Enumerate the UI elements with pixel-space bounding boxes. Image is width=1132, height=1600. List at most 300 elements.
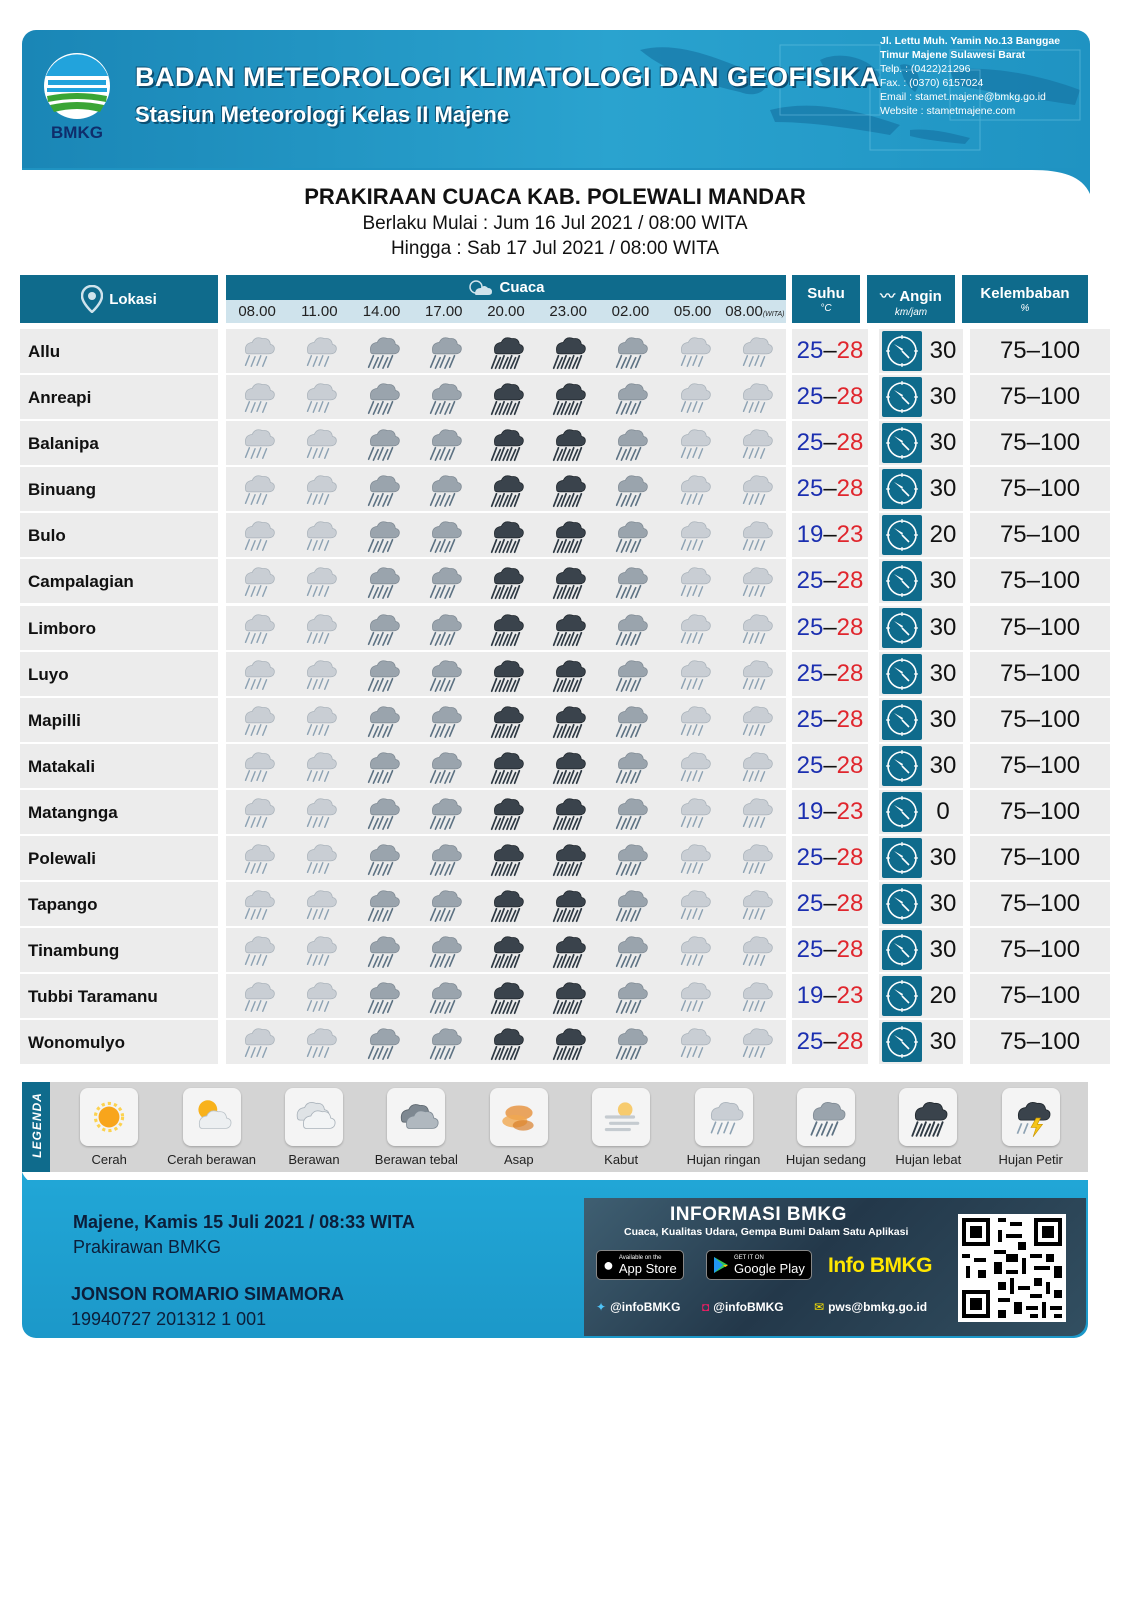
table-row bbox=[20, 698, 1110, 744]
legend-item bbox=[775, 1088, 877, 1167]
legend-label: Asap bbox=[503, 1152, 534, 1167]
app-store-badge[interactable]: ● Available on the App Store bbox=[596, 1250, 684, 1280]
wind-cell bbox=[879, 1020, 963, 1064]
wind-speed: 30 bbox=[929, 613, 957, 641]
rain-ringan-icon bbox=[724, 698, 786, 742]
rain-ringan-icon bbox=[288, 513, 350, 557]
table-row bbox=[20, 744, 1110, 790]
rain-sedang-icon bbox=[413, 928, 475, 972]
wind-speed: 30 bbox=[929, 383, 957, 411]
time-slot: 08.00(WITA) bbox=[725, 303, 785, 320]
rain-ringan-icon bbox=[226, 698, 288, 742]
wind-cell bbox=[879, 882, 963, 926]
compass-icon bbox=[882, 515, 922, 555]
location-name: Matakali bbox=[20, 744, 218, 788]
rain-lebat-icon bbox=[537, 467, 599, 511]
rain-ringan-icon bbox=[226, 882, 288, 926]
location-name: Limboro bbox=[20, 606, 218, 650]
rain-sedang-icon bbox=[599, 467, 661, 511]
rain-sedang-icon bbox=[350, 974, 412, 1018]
info-bmkg-panel bbox=[584, 1198, 1086, 1336]
legend-tag: LEGENDA bbox=[22, 1082, 50, 1172]
rain-lebat-icon bbox=[475, 513, 537, 557]
legend-label: Berawan tebal bbox=[374, 1152, 458, 1167]
wind-speed: 30 bbox=[929, 1028, 957, 1056]
table-row bbox=[20, 375, 1110, 421]
berawan-icon bbox=[285, 1088, 343, 1146]
station-name: Stasiun Meteorologi Kelas II Majene bbox=[135, 102, 510, 127]
rain-sedang-icon bbox=[599, 606, 661, 650]
rain-ringan-icon bbox=[288, 467, 350, 511]
rain-ringan-icon bbox=[724, 421, 786, 465]
kabut-icon bbox=[592, 1088, 650, 1146]
rain-lebat-icon bbox=[537, 836, 599, 880]
temperature-range: 25–28 bbox=[792, 882, 868, 926]
rain-sedang-icon bbox=[350, 606, 412, 650]
column-header-lokasi: Lokasi bbox=[20, 275, 218, 323]
humidity: 75–100 bbox=[970, 421, 1110, 465]
wind-speed: 30 bbox=[929, 567, 957, 595]
wind-speed: 30 bbox=[929, 429, 957, 457]
weather-icons bbox=[226, 698, 786, 742]
rain-lebat-icon bbox=[475, 928, 537, 972]
legend-label: Cerah bbox=[91, 1152, 127, 1167]
rain-sedang-icon bbox=[599, 375, 661, 419]
table-row bbox=[20, 329, 1110, 375]
rain-sedang-icon bbox=[599, 652, 661, 696]
compass-icon bbox=[882, 469, 922, 509]
location-name: Polewali bbox=[20, 836, 218, 880]
rain-sedang-icon bbox=[350, 928, 412, 972]
compass-icon bbox=[882, 377, 922, 417]
rain-ringan-icon bbox=[724, 744, 786, 788]
rain-sedang-icon bbox=[350, 467, 412, 511]
cerah-berawan-icon bbox=[183, 1088, 241, 1146]
legend-label: Hujan lebat bbox=[895, 1152, 962, 1167]
legend-item bbox=[365, 1088, 467, 1167]
rain-ringan-icon bbox=[724, 467, 786, 511]
wind-speed: 30 bbox=[929, 844, 957, 872]
legend-item bbox=[468, 1088, 570, 1167]
asap-icon bbox=[490, 1088, 548, 1146]
sedang-icon bbox=[797, 1088, 855, 1146]
rain-lebat-icon bbox=[475, 974, 537, 1018]
wind-cell bbox=[879, 375, 963, 419]
temperature-range: 25–28 bbox=[792, 698, 868, 742]
wind-cell bbox=[879, 744, 963, 788]
weather-icons bbox=[226, 652, 786, 696]
twitter-icon: ✦ bbox=[596, 1300, 607, 1314]
legend-items bbox=[58, 1088, 1082, 1167]
rain-sedang-icon bbox=[350, 375, 412, 419]
weather-icons bbox=[226, 974, 786, 1018]
weather-icons bbox=[226, 928, 786, 972]
time-slot: 14.00 bbox=[362, 303, 401, 320]
temperature-range: 19–23 bbox=[792, 974, 868, 1018]
rain-sedang-icon bbox=[350, 698, 412, 742]
rain-lebat-icon bbox=[537, 513, 599, 557]
rain-ringan-icon bbox=[288, 698, 350, 742]
rain-ringan-icon bbox=[724, 836, 786, 880]
rain-lebat-icon bbox=[475, 790, 537, 834]
rain-sedang-icon bbox=[413, 559, 475, 603]
time-slot: 23.00 bbox=[549, 303, 587, 320]
rain-ringan-icon bbox=[226, 421, 288, 465]
weather-icons bbox=[226, 836, 786, 880]
rain-lebat-icon bbox=[475, 744, 537, 788]
rain-ringan-icon bbox=[288, 329, 350, 373]
rain-ringan-icon bbox=[724, 375, 786, 419]
table-row bbox=[20, 1020, 1110, 1066]
rain-lebat-icon bbox=[537, 1020, 599, 1064]
weather-icons bbox=[226, 790, 786, 834]
location-name: Binuang bbox=[20, 467, 218, 511]
rain-ringan-icon bbox=[226, 836, 288, 880]
rain-lebat-icon bbox=[537, 974, 599, 1018]
humidity: 75–100 bbox=[970, 606, 1110, 650]
rain-sedang-icon bbox=[599, 559, 661, 603]
rain-ringan-icon bbox=[226, 559, 288, 603]
rain-lebat-icon bbox=[475, 375, 537, 419]
rain-lebat-icon bbox=[537, 421, 599, 465]
rain-ringan-icon bbox=[226, 652, 288, 696]
compass-icon bbox=[882, 561, 922, 601]
rain-lebat-icon bbox=[475, 882, 537, 926]
forecaster-role: Prakirawan BMKG bbox=[73, 1237, 222, 1257]
qr-code[interactable] bbox=[958, 1214, 1066, 1322]
wind-speed: 30 bbox=[929, 475, 957, 503]
rain-sedang-icon bbox=[413, 467, 475, 511]
apple-icon: ● bbox=[603, 1254, 614, 1275]
rain-sedang-icon bbox=[350, 882, 412, 926]
humidity: 75–100 bbox=[970, 974, 1110, 1018]
rain-lebat-icon bbox=[537, 790, 599, 834]
instagram-icon: ◘ bbox=[702, 1300, 710, 1314]
rain-ringan-icon bbox=[226, 974, 288, 1018]
rain-ringan-icon bbox=[724, 513, 786, 557]
column-header-kelembaban: Kelembaban % bbox=[962, 275, 1088, 323]
compass-icon bbox=[882, 976, 922, 1016]
table-row bbox=[20, 882, 1110, 928]
rain-lebat-icon bbox=[537, 329, 599, 373]
wind-cell bbox=[879, 974, 963, 1018]
rain-ringan-icon bbox=[288, 421, 350, 465]
rain-ringan-icon bbox=[226, 744, 288, 788]
temperature-range: 25–28 bbox=[792, 329, 868, 373]
rain-ringan-icon bbox=[226, 606, 288, 650]
wind-cell bbox=[879, 421, 963, 465]
rain-lebat-icon bbox=[475, 559, 537, 603]
humidity: 75–100 bbox=[970, 882, 1110, 926]
humidity: 75–100 bbox=[970, 467, 1110, 511]
rain-ringan-icon bbox=[226, 467, 288, 511]
legend-label: Hujan ringan bbox=[686, 1152, 761, 1167]
table-row bbox=[20, 513, 1110, 559]
temperature-range: 19–23 bbox=[792, 513, 868, 557]
column-header-cuaca: Cuaca bbox=[226, 275, 786, 300]
weather-icons bbox=[226, 606, 786, 650]
temperature-range: 19–23 bbox=[792, 790, 868, 834]
rain-ringan-icon bbox=[288, 974, 350, 1018]
rain-sedang-icon bbox=[599, 513, 661, 557]
rain-ringan-icon bbox=[662, 467, 724, 511]
wind-speed: 30 bbox=[929, 751, 957, 779]
rain-sedang-icon bbox=[413, 375, 475, 419]
temperature-range: 25–28 bbox=[792, 421, 868, 465]
rain-ringan-icon bbox=[226, 329, 288, 373]
info-subtitle: Cuaca, Kualitas Udara, Gempa Bumi Dalam Satu Aplikasi bbox=[624, 1226, 909, 1238]
rain-ringan-icon bbox=[724, 559, 786, 603]
valid-from: Berlaku Mulai : Jum 16 Jul 2021 / 08:00 WITA bbox=[362, 213, 748, 234]
weather-icons bbox=[226, 882, 786, 926]
weather-icons bbox=[226, 421, 786, 465]
rain-lebat-icon bbox=[475, 421, 537, 465]
rain-ringan-icon bbox=[288, 652, 350, 696]
rain-sedang-icon bbox=[599, 790, 661, 834]
rain-sedang-icon bbox=[599, 928, 661, 972]
rain-ringan-icon bbox=[288, 928, 350, 972]
rain-ringan-icon bbox=[662, 836, 724, 880]
weather-icons bbox=[226, 513, 786, 557]
legend-label: Hujan sedang bbox=[785, 1152, 867, 1167]
legend-label: Berawan bbox=[288, 1152, 340, 1167]
rain-lebat-icon bbox=[475, 606, 537, 650]
rain-sedang-icon bbox=[413, 974, 475, 1018]
rain-sedang-icon bbox=[350, 513, 412, 557]
legend-item bbox=[160, 1088, 262, 1167]
humidity: 75–100 bbox=[970, 329, 1110, 373]
rain-ringan-icon bbox=[662, 698, 724, 742]
rain-sedang-icon bbox=[599, 974, 661, 1018]
rain-sedang-icon bbox=[413, 606, 475, 650]
wind-speed: 30 bbox=[929, 705, 957, 733]
wind-cell bbox=[879, 513, 963, 557]
rain-sedang-icon bbox=[350, 744, 412, 788]
location-name: Tubbi Taramanu bbox=[20, 974, 218, 1018]
table-row bbox=[20, 974, 1110, 1020]
rain-ringan-icon bbox=[662, 559, 724, 603]
time-slot: 08.00 bbox=[238, 303, 276, 320]
time-slot: 02.00 bbox=[611, 303, 650, 320]
rain-ringan-icon bbox=[724, 974, 786, 1018]
compass-icon bbox=[882, 884, 922, 924]
rain-sedang-icon bbox=[413, 698, 475, 742]
petir-icon bbox=[1002, 1088, 1060, 1146]
rain-sedang-icon bbox=[413, 329, 475, 373]
rain-lebat-icon bbox=[475, 698, 537, 742]
table-row bbox=[20, 928, 1110, 974]
location-name: Tinambung bbox=[20, 928, 218, 972]
time-slot: 20.00 bbox=[487, 303, 525, 320]
weather-icons bbox=[226, 1020, 786, 1064]
bmkg-logo bbox=[38, 50, 116, 142]
table-row bbox=[20, 559, 1110, 605]
rain-lebat-icon bbox=[475, 329, 537, 373]
legend-item bbox=[980, 1088, 1082, 1167]
rain-ringan-icon bbox=[288, 559, 350, 603]
rain-lebat-icon bbox=[537, 744, 599, 788]
column-header-suhu: Suhu °C bbox=[792, 275, 860, 323]
wind-speed: 30 bbox=[929, 936, 957, 964]
table-row bbox=[20, 467, 1110, 513]
rain-ringan-icon bbox=[724, 928, 786, 972]
wind-icon: 〰 bbox=[880, 288, 900, 305]
location-name: Luyo bbox=[20, 652, 218, 696]
location-name: Matangnga bbox=[20, 790, 218, 834]
rain-ringan-icon bbox=[662, 928, 724, 972]
rain-sedang-icon bbox=[350, 836, 412, 880]
rain-sedang-icon bbox=[350, 559, 412, 603]
rain-ringan-icon bbox=[662, 329, 724, 373]
forecast-table-body bbox=[20, 329, 1110, 1067]
location-name: Allu bbox=[20, 329, 218, 373]
instagram-handle[interactable]: ◘ @infoBMKG bbox=[702, 1300, 784, 1314]
weather-icons bbox=[226, 559, 786, 603]
humidity: 75–100 bbox=[970, 513, 1110, 557]
wind-cell bbox=[879, 329, 963, 373]
lebat-icon bbox=[899, 1088, 957, 1146]
rain-sedang-icon bbox=[350, 790, 412, 834]
play-icon bbox=[713, 1256, 729, 1274]
berawan-tebal-icon bbox=[387, 1088, 445, 1146]
wind-speed: 20 bbox=[929, 521, 957, 549]
rain-ringan-icon bbox=[662, 513, 724, 557]
time-slot: 17.00 bbox=[424, 303, 463, 320]
wind-speed: 0 bbox=[936, 797, 950, 825]
temperature-range: 25–28 bbox=[792, 375, 868, 419]
wind-speed: 30 bbox=[929, 337, 957, 364]
compass-icon bbox=[882, 331, 922, 371]
rain-ringan-icon bbox=[662, 421, 724, 465]
humidity: 75–100 bbox=[970, 698, 1110, 742]
ringan-icon bbox=[695, 1088, 753, 1146]
rain-sedang-icon bbox=[350, 652, 412, 696]
compass-icon bbox=[882, 1022, 922, 1062]
table-row bbox=[20, 606, 1110, 652]
rain-lebat-icon bbox=[475, 836, 537, 880]
rain-ringan-icon bbox=[288, 790, 350, 834]
rain-sedang-icon bbox=[413, 421, 475, 465]
temperature-range: 25–28 bbox=[792, 559, 868, 603]
location-name: Bulo bbox=[20, 513, 218, 557]
humidity: 75–100 bbox=[970, 375, 1110, 419]
wind-cell bbox=[879, 928, 963, 972]
wind-speed: 20 bbox=[929, 982, 957, 1010]
wind-cell bbox=[879, 559, 963, 603]
rain-ringan-icon bbox=[662, 790, 724, 834]
page-title: PRAKIRAAN CUACA KAB. POLEWALI MANDAR bbox=[304, 184, 806, 209]
cerah-icon bbox=[80, 1088, 138, 1146]
legend-item bbox=[672, 1088, 774, 1167]
rain-ringan-icon bbox=[662, 974, 724, 1018]
humidity: 75–100 bbox=[970, 1020, 1110, 1064]
rain-ringan-icon bbox=[226, 375, 288, 419]
location-name: Balanipa bbox=[20, 421, 218, 465]
temperature-range: 25–28 bbox=[792, 836, 868, 880]
mail-icon: ✉ bbox=[814, 1300, 825, 1314]
compass-icon bbox=[882, 792, 922, 832]
contact-info: Jl. Lettu Muh. Yamin No.13 Banggae Timur Majene Sulawesi Barat Telp. : (0422)21296 Fax. : (0370) 6157024 Email : stamet.majene@bmkg.go.id Website : stametmajene.com bbox=[880, 35, 1061, 117]
rain-ringan-icon bbox=[724, 652, 786, 696]
rain-ringan-icon bbox=[288, 882, 350, 926]
rain-sedang-icon bbox=[599, 698, 661, 742]
location-name: Wonomulyo bbox=[20, 1020, 218, 1064]
wind-cell bbox=[879, 652, 963, 696]
column-header-angin: 〰 Angin km/jam bbox=[867, 275, 955, 323]
wind-cell bbox=[879, 606, 963, 650]
humidity: 75–100 bbox=[970, 836, 1110, 880]
agency-name: BADAN METEOROLOGI KLIMATOLOGI DAN GEOFISIKA bbox=[135, 62, 880, 92]
rain-ringan-icon bbox=[724, 329, 786, 373]
rain-ringan-icon bbox=[662, 375, 724, 419]
wind-speed: 30 bbox=[929, 659, 957, 687]
rain-lebat-icon bbox=[537, 882, 599, 926]
legend-label: Hujan Petir bbox=[998, 1152, 1063, 1167]
temperature-range: 25–28 bbox=[792, 1020, 868, 1064]
rain-lebat-icon bbox=[475, 652, 537, 696]
time-slot: 11.00 bbox=[301, 303, 338, 320]
google-play-badge[interactable]: GET IT ON Google Play bbox=[706, 1250, 812, 1280]
twitter-handle[interactable]: ✦ @infoBMKG bbox=[596, 1300, 681, 1314]
temperature-range: 25–28 bbox=[792, 928, 868, 972]
location-pin-icon bbox=[81, 285, 103, 313]
rain-sedang-icon bbox=[599, 836, 661, 880]
compass-icon bbox=[882, 654, 922, 694]
table-row bbox=[20, 652, 1110, 698]
humidity: 75–100 bbox=[970, 790, 1110, 834]
wind-cell bbox=[879, 836, 963, 880]
rain-sedang-icon bbox=[599, 1020, 661, 1064]
rain-ringan-icon bbox=[724, 882, 786, 926]
weather-icon bbox=[467, 279, 493, 297]
table-row bbox=[20, 790, 1110, 836]
rain-ringan-icon bbox=[662, 744, 724, 788]
rain-lebat-icon bbox=[537, 606, 599, 650]
rain-ringan-icon bbox=[724, 790, 786, 834]
rain-sedang-icon bbox=[350, 1020, 412, 1064]
rain-ringan-icon bbox=[226, 790, 288, 834]
info-title: INFORMASI BMKG bbox=[670, 1204, 847, 1225]
wind-cell bbox=[879, 698, 963, 742]
compass-icon bbox=[882, 930, 922, 970]
rain-sedang-icon bbox=[413, 836, 475, 880]
rain-sedang-icon bbox=[413, 1020, 475, 1064]
weather-icons bbox=[226, 329, 786, 373]
location-name: Campalagian bbox=[20, 559, 218, 603]
rain-lebat-icon bbox=[537, 375, 599, 419]
temperature-range: 25–28 bbox=[792, 744, 868, 788]
rain-sedang-icon bbox=[350, 421, 412, 465]
valid-until: Hingga : Sab 17 Jul 2021 / 08:00 WITA bbox=[390, 238, 720, 259]
location-name: Mapilli bbox=[20, 698, 218, 742]
rain-sedang-icon bbox=[599, 329, 661, 373]
rain-ringan-icon bbox=[226, 513, 288, 557]
forecaster-nip: 19940727 201312 1 001 bbox=[71, 1309, 267, 1329]
humidity: 75–100 bbox=[970, 744, 1110, 788]
rain-ringan-icon bbox=[724, 1020, 786, 1064]
table-row bbox=[20, 421, 1110, 467]
weather-icons bbox=[226, 467, 786, 511]
time-slot-header bbox=[226, 300, 786, 323]
issued-date: Majene, Kamis 15 Juli 2021 / 08:33 WITA bbox=[73, 1212, 415, 1232]
time-slot: 05.00 bbox=[673, 303, 712, 320]
rain-ringan-icon bbox=[226, 1020, 288, 1064]
rain-lebat-icon bbox=[537, 652, 599, 696]
temperature-range: 25–28 bbox=[792, 652, 868, 696]
rain-ringan-icon bbox=[226, 928, 288, 972]
rain-sedang-icon bbox=[350, 329, 412, 373]
email-contact[interactable]: ✉ pws@bmkg.go.id bbox=[814, 1300, 928, 1314]
